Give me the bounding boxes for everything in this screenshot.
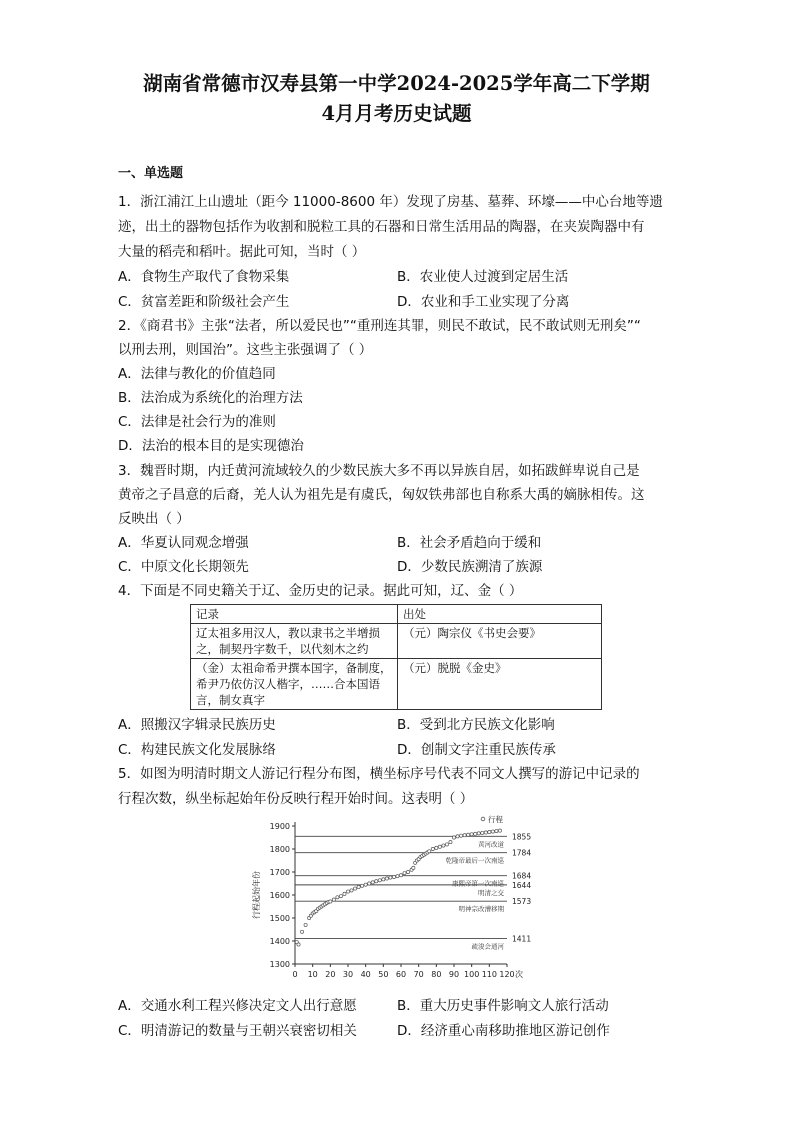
x-tick-label: 110 — [481, 970, 497, 979]
data-point — [364, 883, 367, 886]
data-point — [442, 844, 445, 847]
data-point — [498, 829, 501, 832]
data-point — [449, 841, 452, 844]
y-tick-label: 1500 — [269, 914, 290, 923]
data-point — [304, 923, 307, 926]
data-point — [343, 892, 346, 895]
table-row — [191, 659, 602, 710]
data-point — [481, 831, 484, 834]
reference-event-label: 黄河改道 — [478, 840, 504, 849]
q3-option-d[interactable]: D．少数民族溯清了族源 — [397, 559, 543, 575]
data-point — [392, 875, 395, 878]
q2-option-a[interactable]: A．法律与教化的价值趋同 — [118, 366, 276, 382]
data-point — [350, 889, 353, 892]
data-point — [406, 870, 409, 873]
y-tick-label: 1600 — [269, 891, 290, 900]
data-point — [484, 831, 487, 834]
x-tick-label: 50 — [378, 970, 389, 979]
data-point — [474, 832, 477, 835]
q2-line-1: 2．《商君书》主张“法者，所以爱民也”“重刑连其罪，则民不敢试，民不敢试则无刑矣”“ — [118, 318, 641, 334]
table-cell-source: （元）脱脱《金史》 — [398, 659, 602, 710]
table-header-source: 出处 — [398, 605, 602, 624]
q4-option-a[interactable]: A．照搬汉字辑录民族历史 — [118, 717, 276, 733]
y-tick-label: 1700 — [269, 868, 290, 877]
q1-line-2: 迹，出土的器物包括作为收割和脱粒工具的石器和日常生活用品的陶器，在夹炭陶器中有 — [118, 219, 645, 235]
table-cell-source: （元）陶宗仪《书史会要》 — [398, 624, 602, 659]
q4-option-b[interactable]: B．受到北方民族文化影响 — [397, 717, 555, 733]
data-point — [375, 880, 378, 883]
q1-line-3: 大量的稻壳和稻叶。据此可知，当时（ ） — [118, 244, 366, 260]
table-cell-record: 辽太祖多用汉人，教以隶书之半增损之，制契丹字数千，以代刻木之约 — [191, 624, 398, 659]
data-point — [412, 866, 415, 869]
data-point — [463, 834, 466, 837]
q5-option-c[interactable]: C．明清游记的数量与王朝兴衰密切相关 — [118, 1023, 357, 1039]
q2-option-c[interactable]: C．法律是社会行为的准则 — [118, 414, 276, 430]
y-axis-label: 行程起始年份 — [252, 871, 261, 919]
x-tick-label: 90 — [448, 970, 460, 979]
data-point — [332, 898, 335, 901]
data-point — [428, 850, 431, 853]
data-point — [431, 847, 434, 850]
records-table — [190, 604, 602, 710]
reference-value-label: 1573 — [512, 897, 532, 907]
data-point — [452, 836, 455, 839]
table-cell-record: （金）太祖命希尹撰本国字，备制度，希尹乃依仿汉人楷字，……合本国语言，制女真字 — [191, 659, 398, 710]
reference-value-label: 1644 — [512, 880, 532, 890]
y-tick-label: 1900 — [269, 822, 290, 831]
reference-value-label: 1411 — [512, 934, 532, 944]
page-title: 湖南省常德市汉寿县第一中学2024-2025学年高二下学期 — [143, 72, 650, 95]
data-point — [382, 878, 385, 881]
reference-event-label: 乾隆帝最后一次南巡 — [445, 856, 504, 865]
q5-option-b[interactable]: B．重大历史事件影响文人旅行活动 — [397, 998, 609, 1014]
data-point — [491, 830, 494, 833]
x-tick-label: 120 — [499, 970, 515, 979]
data-point — [403, 872, 406, 875]
table-row — [191, 624, 602, 659]
y-tick-label: 1400 — [269, 937, 290, 946]
q3-line-3: 反映出（ ） — [118, 511, 190, 527]
q3-option-c[interactable]: C．中原文化长期领先 — [118, 559, 249, 575]
data-point — [399, 874, 402, 877]
x-tick-label: 40 — [360, 970, 371, 979]
legend-marker — [481, 817, 485, 821]
data-point — [470, 833, 473, 836]
data-point — [339, 895, 342, 898]
q2-option-b[interactable]: B．法治成为系统化的治理方法 — [118, 390, 303, 406]
x-tick-label: 70 — [413, 970, 424, 979]
q1-option-a[interactable]: A．食物生产取代了食物采集 — [118, 269, 290, 285]
page-subtitle: 4月月考历史试题 — [321, 102, 472, 125]
x-tick-label: 0 — [292, 970, 298, 979]
data-point — [346, 890, 349, 893]
q1-option-d[interactable]: D．农业和手工业实现了分离 — [397, 294, 570, 310]
q1-line-1: 1．浙江浦江上山遗址（距今 11000-8600 年）发现了房基、墓葬、环壕——中心台地等遗 — [118, 194, 663, 210]
q2-line-2: 以刑去刑，则国治”。这些主张强调了（ ） — [118, 342, 373, 358]
data-point — [336, 896, 339, 899]
y-tick-label: 1800 — [269, 845, 290, 854]
reference-event-label: 明神宗改漕移期 — [458, 905, 504, 914]
data-point — [445, 843, 448, 846]
data-point — [361, 884, 364, 887]
section-heading: 一、单选题 — [118, 166, 184, 181]
q4-option-d[interactable]: D．创制文字注重民族传承 — [397, 742, 556, 758]
x-tick-label: 60 — [395, 970, 407, 979]
table-header-record: 记录 — [191, 605, 398, 624]
x-tick-label: 30 — [342, 970, 354, 979]
q5-line-1: 5．如图为明清时期文人游记行程分布图，横坐标序号代表不同文人撰写的游记中记录的 — [118, 766, 640, 782]
q4-line-1: 4．下面是不同史籍关于辽、金历史的记录。据此可知，辽、金（ ） — [118, 583, 523, 599]
reference-event-label: 康熙帝第一次南巡 — [452, 879, 504, 888]
q5-line-2: 行程次数，纵坐标起始年份反映行程开始时间。这表明（ ） — [118, 791, 474, 807]
data-point — [385, 877, 388, 880]
data-point — [438, 845, 441, 848]
data-point — [459, 834, 462, 837]
data-point — [477, 832, 480, 835]
q2-option-d[interactable]: D．法治的根本目的是实现德治 — [118, 438, 304, 454]
trip-chart — [245, 808, 545, 986]
reference-event-label: 疏浚会通河 — [471, 942, 504, 951]
data-point — [495, 829, 498, 832]
reference-value-label: 1855 — [512, 832, 532, 842]
q3-line-1: 3．魏晋时期，内迁黄河流域较久的少数民族大多不再以异族自居，如拓跋鲜卑说自己是 — [118, 463, 640, 479]
q1-option-c[interactable]: C．贫富差距和阶级社会产生 — [118, 294, 290, 310]
data-point — [300, 930, 303, 933]
data-point — [371, 881, 374, 884]
q3-option-b[interactable]: B．社会矛盾趋向于缓和 — [397, 535, 542, 551]
data-point — [456, 835, 459, 838]
legend-label: 行程 — [488, 815, 503, 824]
data-point — [353, 887, 356, 890]
q3-line-2: 黄帝之子昌意的后裔，羌人认为祖先是有虞氏，匈奴铁弗部也自称系大禹的嫡脉相传。这 — [118, 487, 645, 503]
q1-option-b[interactable]: B．农业使人过渡到定居生活 — [397, 269, 569, 285]
reference-value-label: 1784 — [512, 848, 532, 858]
data-point — [368, 882, 371, 885]
x-tick-label: 20 — [325, 970, 336, 979]
data-point — [357, 885, 360, 888]
q5-option-a[interactable]: A．交通水利工程兴修决定文人出行意愿 — [118, 998, 357, 1014]
data-point — [467, 833, 470, 836]
x-tick-label: 80 — [431, 970, 442, 979]
table-header-row — [191, 605, 602, 624]
x-tick-label: 100 — [464, 970, 480, 979]
q4-option-c[interactable]: C．构建民族文化发展脉络 — [118, 742, 276, 758]
q5-option-d[interactable]: D．经济重心南移助推地区游记创作 — [397, 1023, 610, 1039]
data-point — [297, 943, 300, 946]
x-tick-label: 10 — [307, 970, 318, 979]
reference-event-label: 明清之交 — [478, 888, 504, 897]
data-point — [435, 846, 438, 849]
data-point — [329, 900, 332, 903]
data-point — [378, 879, 381, 882]
data-point — [389, 876, 392, 879]
data-point — [488, 830, 491, 833]
q3-option-a[interactable]: A．华夏认同观念增强 — [118, 535, 249, 551]
reference-value-label: 1684 — [512, 871, 532, 881]
x-axis-label: 次 — [515, 970, 523, 979]
y-tick-label: 1300 — [269, 960, 290, 969]
data-point — [396, 875, 399, 878]
